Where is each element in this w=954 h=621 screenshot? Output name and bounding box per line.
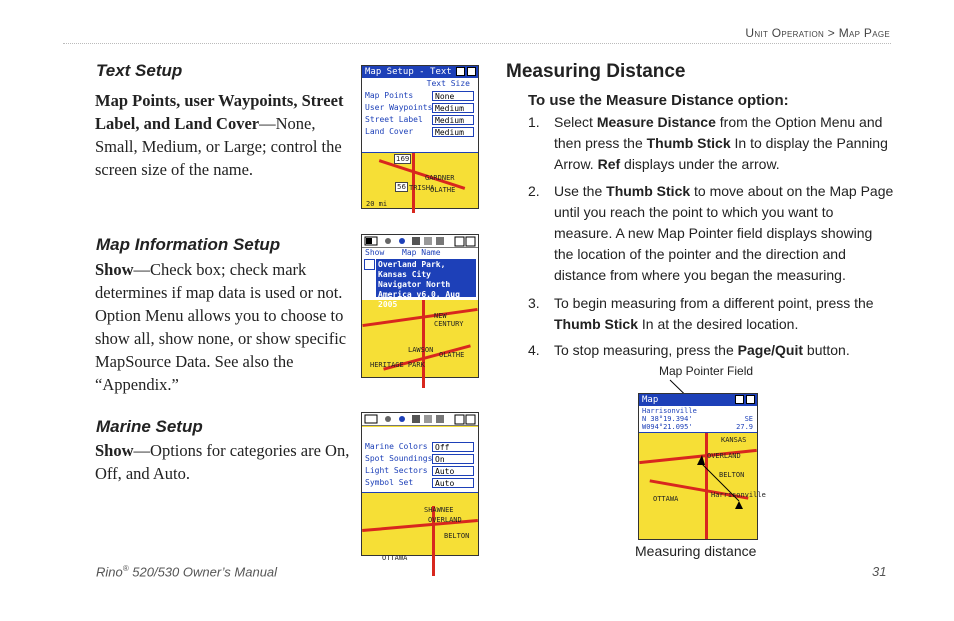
marine-bold: Show (95, 441, 134, 460)
measuring-caption: Measuring distance (635, 543, 757, 559)
screen-titlebar (362, 66, 478, 78)
tab-icon-bar (362, 413, 478, 426)
map-place: GARDNER (425, 174, 455, 182)
tab-icon-bar (362, 235, 478, 248)
highway-shield: 169 (396, 155, 410, 163)
map-place: TRISHA (409, 184, 435, 192)
map-name-item[interactable]: Overland Park, Kansas City Navigator North America v6.0, Aug 2005 (376, 259, 476, 297)
map-pointer-caption: Map Pointer Field (659, 364, 754, 378)
text-setup-body (95, 89, 350, 181)
setting-row[interactable]: Light Sectors Auto (362, 465, 478, 477)
map-info-title: Map Information Setup (96, 235, 281, 254)
show-column: Show (365, 248, 385, 257)
setting-value[interactable]: Auto (432, 466, 474, 476)
text-size-menu (362, 78, 478, 153)
map-info-screenshot (361, 234, 479, 378)
screen-title: Map (642, 395, 659, 405)
menu-icon (735, 395, 744, 404)
close-icon (467, 67, 476, 76)
text-setup-screenshot (361, 65, 479, 209)
map-place: Harrisonville (711, 491, 766, 499)
measuring-title: Measuring Distance (506, 61, 686, 82)
marine-screenshot (361, 412, 479, 562)
bearing-dir: SE (744, 415, 753, 423)
measure-line (639, 433, 757, 539)
ref-name: Harrisonville (642, 407, 697, 415)
map-place: SHAWNEE (424, 506, 454, 514)
map-place: OVERLAND (428, 516, 462, 524)
text-setup-bold: Map Points, user Waypoints, Street Label, and Land Cover (95, 91, 344, 133)
setting-value[interactable]: Auto (432, 478, 474, 488)
setting-row[interactable]: Map Points None (362, 90, 478, 102)
menu-icon (456, 67, 465, 76)
setting-row[interactable]: User Waypoints Medium (362, 102, 478, 114)
marine-setup-body (95, 439, 353, 485)
map-info-body (95, 258, 353, 396)
map-info-list (362, 248, 478, 309)
show-checkbox[interactable] (364, 259, 375, 270)
setting-row[interactable]: Land Cover Medium (362, 126, 478, 138)
map-pointer-field (639, 406, 757, 433)
marine-menu (362, 427, 478, 493)
map-name-column: Map Name (402, 248, 441, 257)
screen-titlebar (639, 394, 757, 406)
map-place: BELTON (719, 471, 745, 479)
close-icon (746, 395, 755, 404)
coord-north: N 38°19.394' (642, 415, 693, 423)
setting-value[interactable]: Medium (432, 127, 474, 137)
marine-desc: —Options for categories are On, Off, and Auto. (95, 441, 350, 483)
coord-west: W094°21.095' (642, 423, 693, 431)
header-divider (63, 43, 891, 44)
map-background (639, 433, 766, 539)
setting-row[interactable]: Street Label Medium (362, 114, 478, 126)
marine-setup-title: Marine Setup (96, 417, 203, 436)
map-place: BELTON (444, 532, 470, 540)
text-setup-desc: —None, Small, Medium, or Large; control the screen size of the name. (95, 114, 342, 179)
screen-title: Map Setup - Text (365, 67, 452, 77)
map-place: KANSAS (721, 436, 747, 444)
setting-value[interactable]: None (432, 91, 474, 101)
map-place: OTTAWA (382, 554, 408, 562)
highway-shield: 56 (397, 183, 406, 191)
map-road (422, 298, 425, 388)
map-place: OLATHE (430, 186, 456, 194)
breadcrumb: Unit Operation > Map Page (745, 26, 890, 40)
setting-value[interactable]: Medium (432, 115, 474, 125)
footer-manual-title: Rino® 520/530 Owner’s Manual (96, 564, 278, 580)
map-place: NEW CENTURY (434, 312, 464, 328)
setting-row[interactable]: Symbol Set Auto (362, 477, 478, 489)
setting-value[interactable]: Off (432, 442, 474, 452)
map-place: OVERLAND (707, 452, 741, 460)
page-number: 31 (872, 564, 887, 579)
setting-row[interactable]: Marine Colors Off (362, 441, 478, 453)
map-info-desc: —Check box; check mark determines if map data is used or not. Option Menu allows you to choose to show all, show none, or show specific MapSource Data. See also the “Appendix.” (95, 260, 347, 394)
setting-row[interactable]: Spot Soundings On (362, 453, 478, 465)
setting-value[interactable]: Medium (432, 103, 474, 113)
text-setup-title: Text Setup (96, 61, 183, 80)
setting-value[interactable]: On (432, 454, 474, 464)
map-place: HERITAGE PARK (370, 361, 425, 369)
distance-value: 27.9 (736, 423, 753, 431)
map-scale: 20 mi (366, 200, 388, 208)
text-size-header: Text Size (426, 79, 470, 88)
map-place: LAWSON (408, 346, 434, 354)
map-place: OLATHE (439, 351, 465, 359)
map-info-bold: Show (95, 260, 134, 279)
measuring-subtitle: To use the Measure Distance option: (528, 92, 789, 109)
measure-screenshot (638, 393, 766, 540)
map-place: OTTAWA (653, 495, 679, 503)
